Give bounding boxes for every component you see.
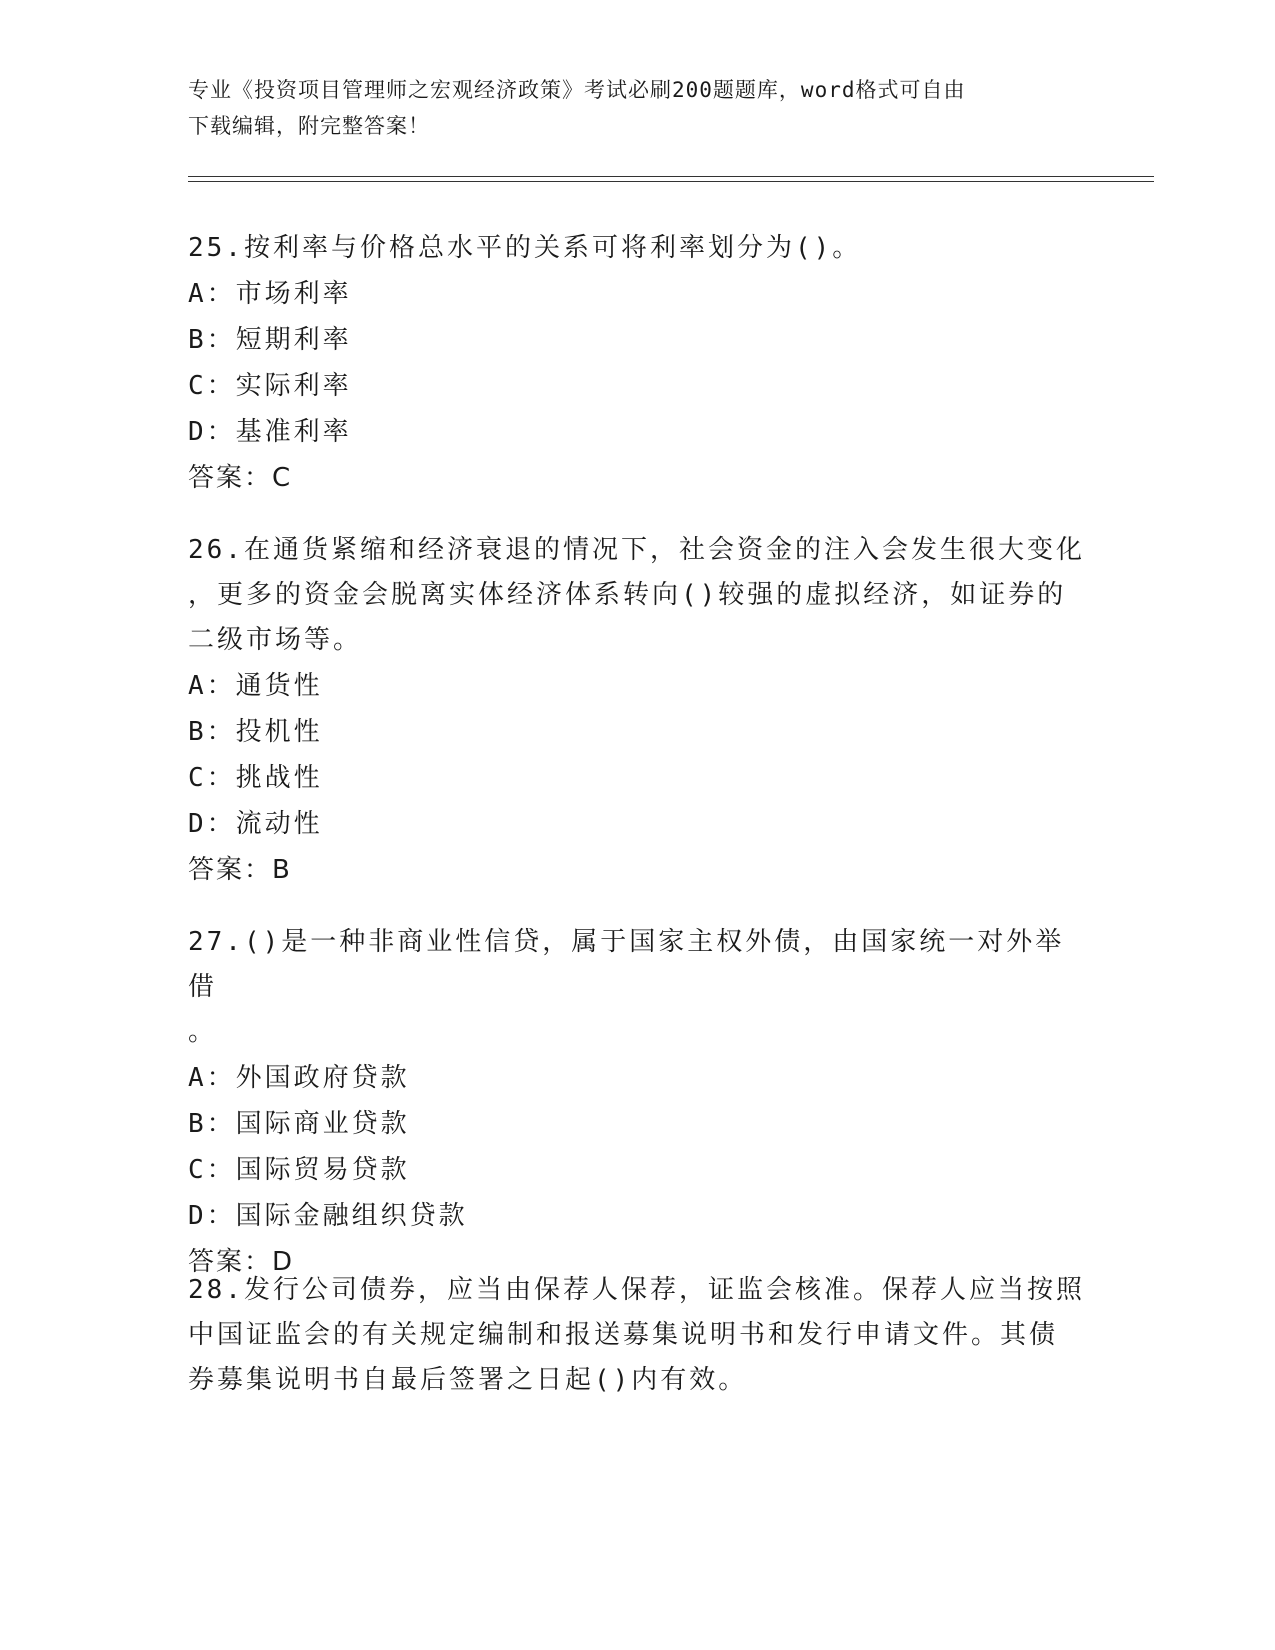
header-line-1: 专业《投资项目管理师之宏观经济政策》考试必刷200题题库，word格式可自由: [188, 78, 966, 102]
option-c: C：实际利率: [188, 371, 352, 401]
option-b: B：投机性: [188, 717, 323, 747]
option-b: B：短期利率: [188, 325, 352, 355]
stem-line: 28.发行公司债券，应当由保荐人保荐，证监会核准。保荐人应当按照: [188, 1275, 1085, 1305]
header-line-2: 下载编辑，附完整答案！: [188, 114, 430, 138]
option-b: B：国际商业贷款: [188, 1109, 410, 1139]
option-d: D：国际金融组织贷款: [188, 1201, 468, 1231]
question-28: [188, 1268, 1088, 1403]
option-c: C：挑战性: [188, 763, 323, 793]
question-26: [188, 528, 1088, 893]
option-a: A：外国政府贷款: [188, 1063, 410, 1093]
question-stem: [188, 528, 1088, 663]
stem-line: 26.在通货紧缩和经济衰退的情况下，社会资金的注入会发生很大变化: [188, 535, 1085, 565]
stem-line: 。: [188, 1017, 218, 1047]
option-d: D：基准利率: [188, 417, 352, 447]
option-a: A：通货性: [188, 671, 323, 701]
stem-line: 券募集说明书自最后签署之日起()内有效。: [188, 1365, 748, 1395]
question-27: [188, 920, 1088, 1285]
option-d: D：流动性: [188, 809, 323, 839]
question-stem: [188, 1268, 1088, 1403]
option-c: C：国际贸易贷款: [188, 1155, 410, 1185]
answer-label: 答案：C: [188, 463, 293, 493]
stem-line: 25.按利率与价格总水平的关系可将利率划分为()。: [188, 233, 862, 263]
stem-line: 中国证监会的有关规定编制和报送募集说明书和发行申请文件。其债: [188, 1320, 1059, 1350]
document-header: [188, 72, 1088, 144]
header-divider-bottom: [188, 181, 1154, 182]
question-stem: [188, 920, 1088, 1055]
stem-line: 二级市场等。: [188, 625, 363, 655]
option-a: A：市场利率: [188, 279, 352, 309]
stem-line: ，更多的资金会脱离实体经济体系转向()较强的虚拟经济，如证券的: [188, 580, 1067, 610]
answer-label: 答案：D: [188, 1247, 295, 1277]
stem-line: 27.()是一种非商业性信贷，属于国家主权外债，由国家统一对外举借: [188, 927, 1065, 1002]
header-divider-top: [188, 176, 1154, 177]
question-stem: [188, 226, 1088, 271]
answer-label: 答案：B: [188, 855, 292, 885]
question-25: [188, 226, 1088, 501]
